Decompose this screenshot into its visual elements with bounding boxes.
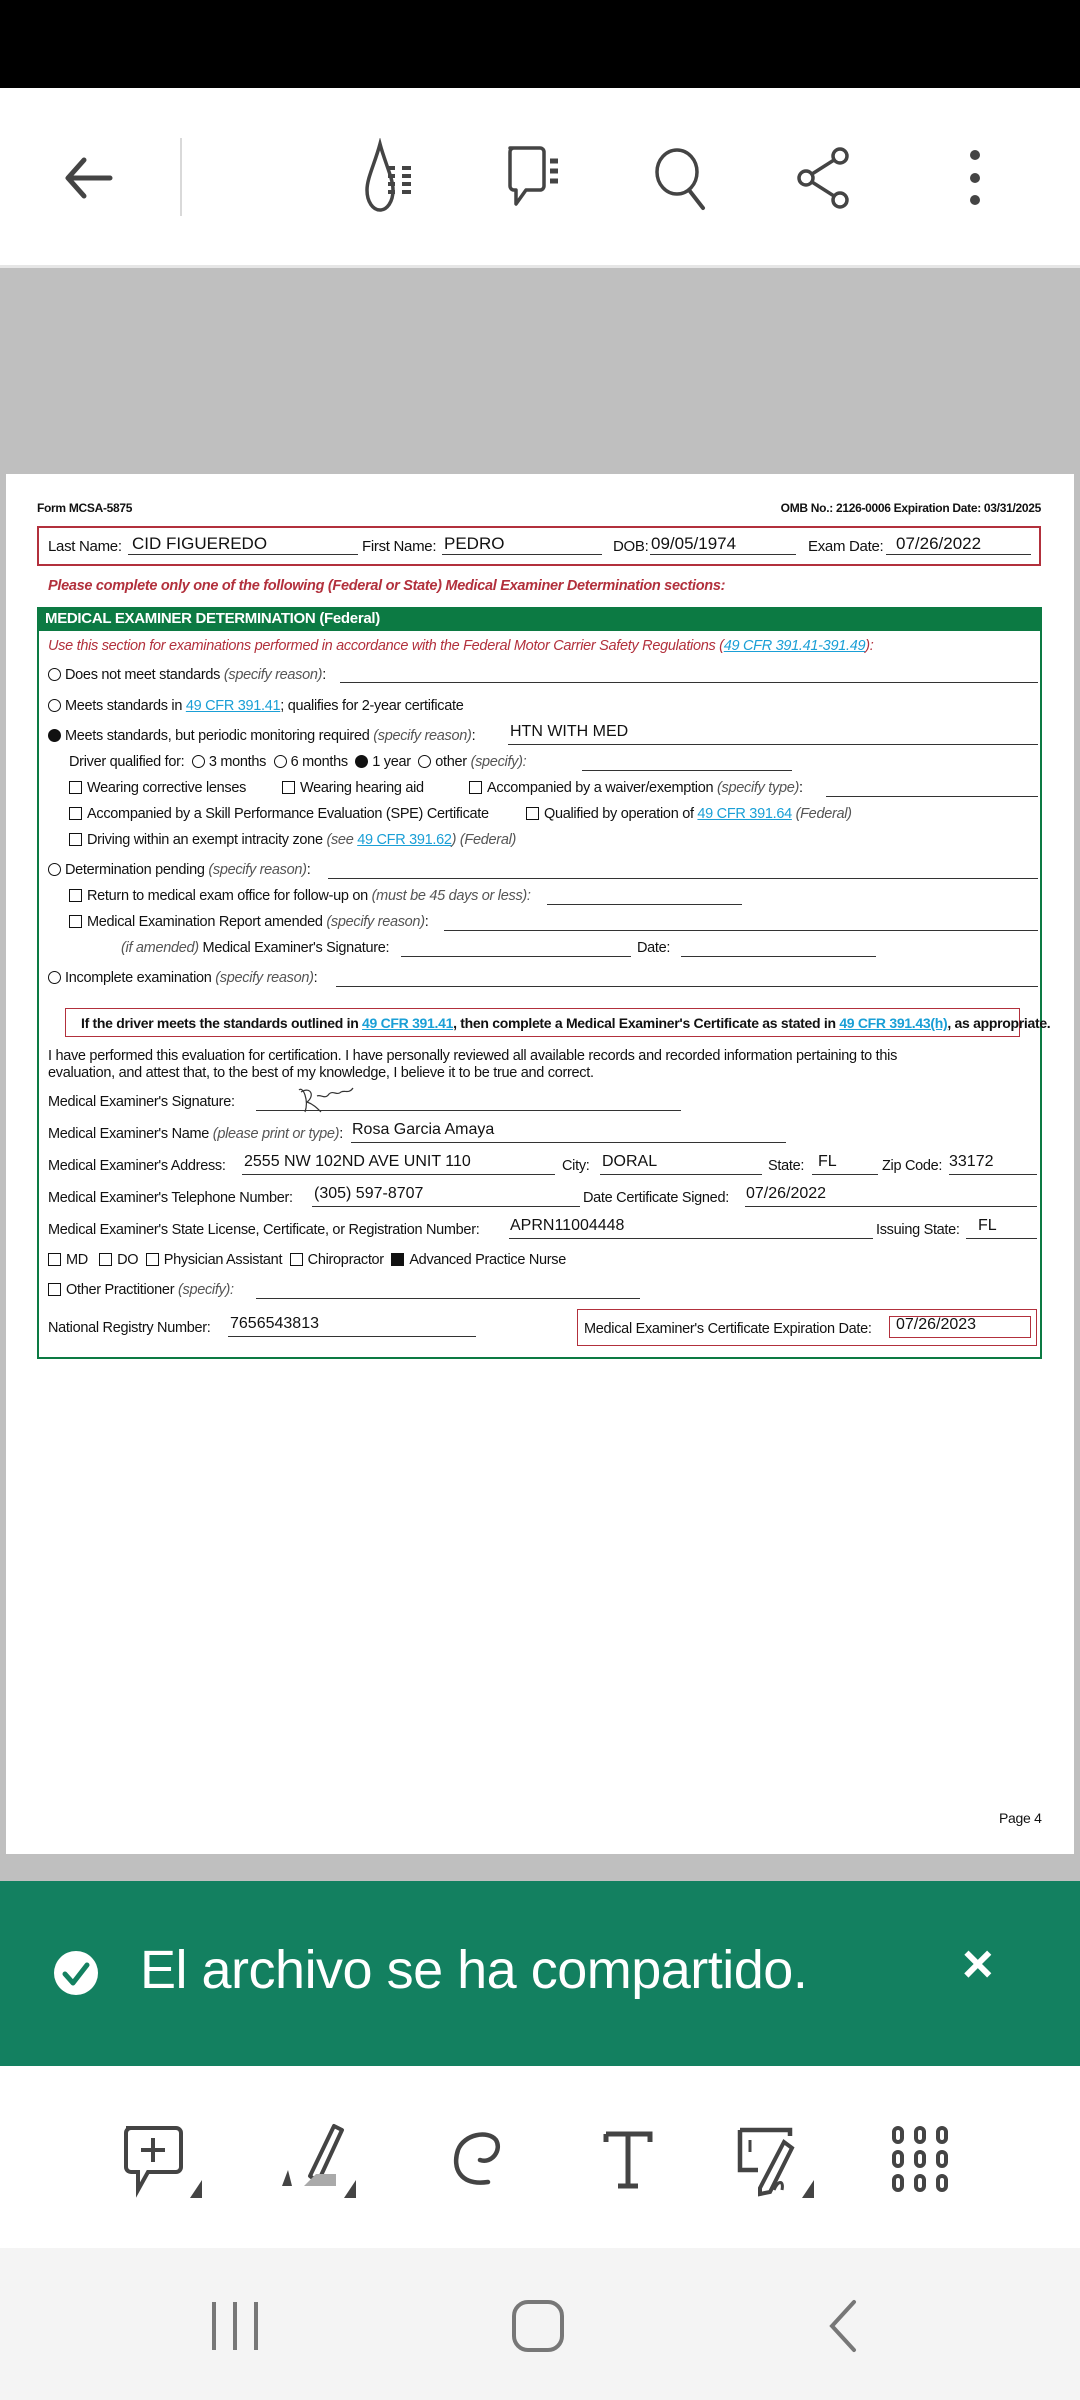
toolbar-divider [180, 138, 182, 216]
chk-waiver[interactable]: Accompanied by a waiver/exemption (specify type): [469, 780, 803, 796]
checkbox-hearing[interactable] [282, 781, 295, 794]
other-practitioner-row[interactable]: Other Practitioner (specify): [48, 1282, 234, 1298]
first-name-label: First Name: [362, 538, 437, 555]
registry-line [228, 1336, 476, 1337]
first-name-field[interactable]: PEDRO [444, 534, 505, 553]
exam-date-field[interactable]: 07/26/2022 [896, 534, 982, 553]
radio-meets[interactable] [48, 699, 61, 712]
more-vert-icon[interactable] [935, 138, 1015, 218]
cfr-link-391-64[interactable]: 49 CFR 391.64 [697, 806, 792, 822]
dob-line [650, 554, 796, 555]
amended-reason-line [444, 930, 1038, 931]
radio-incomplete[interactable] [48, 971, 61, 984]
reading-mode-icon[interactable] [355, 138, 435, 218]
bottom-toolbar [0, 2066, 1080, 2248]
periodic-reason-field[interactable]: HTN WITH MED [510, 723, 629, 740]
omb-number: OMB No.: 2126-0006 Expiration Date: 03/31/2025 [780, 501, 1041, 515]
radio-periodic-selected[interactable] [48, 729, 61, 742]
other-specify-line [582, 770, 792, 771]
zip-line [949, 1174, 1037, 1175]
freehand-draw-icon[interactable] [440, 2120, 520, 2200]
chk-qualified-operation[interactable]: Qualified by operation of 49 CFR 391.64 (Federal) [526, 806, 852, 822]
city-line [600, 1174, 762, 1175]
attestation-line-2: evaluation, and attest that, to the best of my knowledge, I believe it to be true and correct. [48, 1065, 594, 1081]
exam-date-line [886, 554, 1031, 555]
periodic-reason-line [508, 744, 1038, 745]
option-meets-standards[interactable]: Meets standards in 49 CFR 391.41; qualifies for 2-year certificate [48, 698, 464, 714]
check-circle-icon [52, 1949, 100, 1997]
notice-link-391-41[interactable]: 49 CFR 391.41 [362, 1015, 454, 1031]
phone-field[interactable]: (305) 597-8707 [314, 1185, 424, 1202]
share-toast [0, 1881, 1080, 2066]
checkbox-apn-checked[interactable] [391, 1253, 404, 1266]
chk-spe-certificate[interactable]: Accompanied by a Skill Performance Evaluation (SPE) Certificate [69, 806, 489, 822]
signature-label: Medical Examiner's Signature: [48, 1094, 235, 1110]
checkbox-md[interactable] [48, 1253, 61, 1266]
phone-line [312, 1206, 580, 1207]
use-section-text: Use this section for examinations performed in accordance with the Federal Motor Carrier Safety Regulations (49 CFR 391.41-391.49): [48, 638, 874, 654]
zip-label: Zip Code: [882, 1158, 943, 1174]
chk-intracity-zone[interactable]: Driving within an exempt intracity zone (see 49 CFR 391.62) (Federal) [69, 832, 516, 848]
examiner-name-line [351, 1142, 786, 1143]
radio-6-months[interactable] [274, 755, 287, 768]
license-line [509, 1238, 873, 1239]
amended-signature-row: (if amended) Medical Examiner's Signature: [121, 940, 390, 956]
search-icon[interactable] [643, 138, 723, 218]
radio-not-meet[interactable] [48, 668, 61, 681]
system-back-icon[interactable] [818, 2296, 868, 2356]
add-text-icon[interactable] [590, 2120, 670, 2200]
not-meet-reason-line [340, 682, 1038, 683]
recent-apps-icon[interactable] [200, 2296, 270, 2356]
issuing-state-label: Issuing State: [876, 1222, 960, 1238]
incomplete-reason-line [336, 986, 1038, 987]
license-label: Medical Examiner's State License, Certificate, or Registration Number: [48, 1222, 480, 1238]
radio-1-year-selected[interactable] [355, 755, 368, 768]
notice-link-391-43h[interactable]: 49 CFR 391.43(h) [839, 1015, 948, 1031]
checkbox-spe[interactable] [69, 807, 82, 820]
more-tools-grid-icon[interactable] [882, 2120, 962, 2200]
phone-label: Medical Examiner's Telephone Number: [48, 1190, 293, 1206]
chk-corrective-lenses[interactable]: Wearing corrective lenses [69, 780, 246, 796]
last-name-label: Last Name: [48, 538, 122, 555]
checkbox-other-practitioner[interactable] [48, 1283, 61, 1296]
system-navigation-bar [0, 2248, 1080, 2400]
state-field[interactable]: FL [818, 1153, 837, 1170]
toast-message: El archivo se ha compartido. [140, 1940, 808, 2000]
city-field[interactable]: DORAL [602, 1153, 658, 1170]
option-incomplete[interactable]: Incomplete examination (specify reason): [48, 970, 317, 986]
checkbox-chiropractor[interactable] [290, 1253, 303, 1266]
radio-3-months[interactable] [192, 755, 205, 768]
dob-label: DOB: [613, 538, 649, 555]
practitioner-type-row: MD DO Physician Assistant Chiropractor Advanced Practice Nurse [48, 1252, 566, 1268]
highlighter-icon[interactable] [272, 2120, 352, 2200]
zip-field[interactable]: 33172 [949, 1153, 994, 1170]
driver-qualified-row: Driver qualified for: 3 months 6 months 1 year other (specify): [69, 754, 527, 770]
checkbox-waiver[interactable] [469, 781, 482, 794]
examiner-name-field[interactable]: Rosa Garcia Amaya [352, 1121, 495, 1138]
registry-field[interactable]: 7656543813 [230, 1315, 319, 1332]
option-periodic-monitoring[interactable]: Meets standards, but periodic monitoring required (specify reason): [48, 728, 475, 744]
cfr-link-391-41[interactable]: 49 CFR 391.41 [185, 698, 281, 714]
exam-date-label: Exam Date: [808, 538, 884, 555]
fill-and-sign-icon[interactable] [730, 2120, 810, 2200]
issuing-state-line [966, 1238, 1037, 1239]
toast-close-button[interactable]: × [962, 1934, 994, 1994]
examiner-signature-image [291, 1082, 371, 1117]
instruction-text: Please complete only one of the following (Federal or State) Medical Examiner Determination sections: [48, 578, 726, 594]
checkbox-amended[interactable] [69, 915, 82, 928]
dob-field[interactable]: 09/05/1974 [651, 534, 737, 553]
expiration-label: Medical Examiner's Certificate Expiration Date: [584, 1321, 872, 1337]
pending-reason-line [328, 878, 1038, 879]
cfr-link-391-41-49[interactable]: 49 CFR 391.41-391.49 [723, 638, 866, 654]
examiner-name-label: Medical Examiner's Name (please print or type): [48, 1126, 343, 1142]
registry-label: National Registry Number: [48, 1320, 211, 1336]
chk-report-amended[interactable]: Medical Examination Report amended (specify reason): [69, 914, 428, 930]
top-toolbar [0, 88, 1080, 268]
chk-return-followup[interactable]: Return to medical exam office for follow-up on (must be 45 days or less): [69, 888, 531, 904]
option-not-meet[interactable]: Does not meet standards (specify reason): [48, 667, 326, 683]
share-icon[interactable] [788, 138, 868, 218]
add-comment-icon[interactable] [118, 2120, 198, 2200]
section-title: MEDICAL EXAMINER DETERMINATION (Federal) [37, 607, 1042, 631]
state-line [812, 1174, 878, 1175]
date-signed-line [745, 1206, 1037, 1207]
amended-date-label: Date: [637, 940, 671, 956]
page-number: Page 4 [999, 1810, 1042, 1826]
checkbox-do[interactable] [99, 1253, 112, 1266]
amended-date-line [681, 956, 876, 957]
checkbox-qualified-op[interactable] [526, 807, 539, 820]
checkbox-pa[interactable] [146, 1253, 159, 1266]
date-signed-label: Date Certificate Signed: [583, 1190, 729, 1206]
followup-line [547, 904, 742, 905]
radio-other[interactable] [418, 755, 431, 768]
waiver-type-line [826, 796, 1038, 797]
last-name-field[interactable]: CID FIGUEREDO [132, 534, 268, 553]
pdf-page [6, 474, 1074, 1854]
other-practitioner-line [256, 1298, 640, 1299]
last-name-line [128, 554, 358, 555]
first-name-line [442, 554, 602, 555]
status-bar [0, 0, 1080, 88]
checkbox-intracity[interactable] [69, 833, 82, 846]
amended-signature-line [401, 956, 631, 957]
state-label: State: [768, 1158, 805, 1174]
comments-list-icon[interactable] [498, 138, 578, 218]
checkbox-return[interactable] [69, 889, 82, 902]
address-field[interactable]: 2555 NW 102ND AVE UNIT 110 [244, 1153, 471, 1170]
attestation-line-1: I have performed this evaluation for certification. I have personally reviewed all available records and recorded information pertaining to this [48, 1048, 898, 1064]
notice-text: If the driver meets the standards outlined in 49 CFR 391.41, then complete a Medical Examiner's Certificate as stated in 49 CFR 391.43(h), as appropriate. [81, 1015, 1051, 1031]
chk-hearing-aid[interactable]: Wearing hearing aid [282, 780, 424, 796]
checkbox-lenses[interactable] [69, 781, 82, 794]
home-icon[interactable] [508, 2296, 568, 2356]
cfr-link-391-62[interactable]: 49 CFR 391.62 [357, 832, 452, 848]
date-signed-field[interactable]: 07/26/2022 [746, 1185, 827, 1202]
form-number: Form MCSA-5875 [37, 501, 133, 515]
option-pending[interactable]: Determination pending (specify reason): [48, 862, 310, 878]
issuing-state-field[interactable]: FL [978, 1217, 997, 1234]
city-label: City: [562, 1158, 590, 1174]
back-arrow-icon[interactable] [50, 138, 130, 218]
expiration-field[interactable]: 07/26/2023 [896, 1316, 977, 1333]
radio-pending[interactable] [48, 863, 61, 876]
address-label: Medical Examiner's Address: [48, 1158, 226, 1174]
address-line [242, 1174, 555, 1175]
license-field[interactable]: APRN11004448 [510, 1217, 625, 1234]
